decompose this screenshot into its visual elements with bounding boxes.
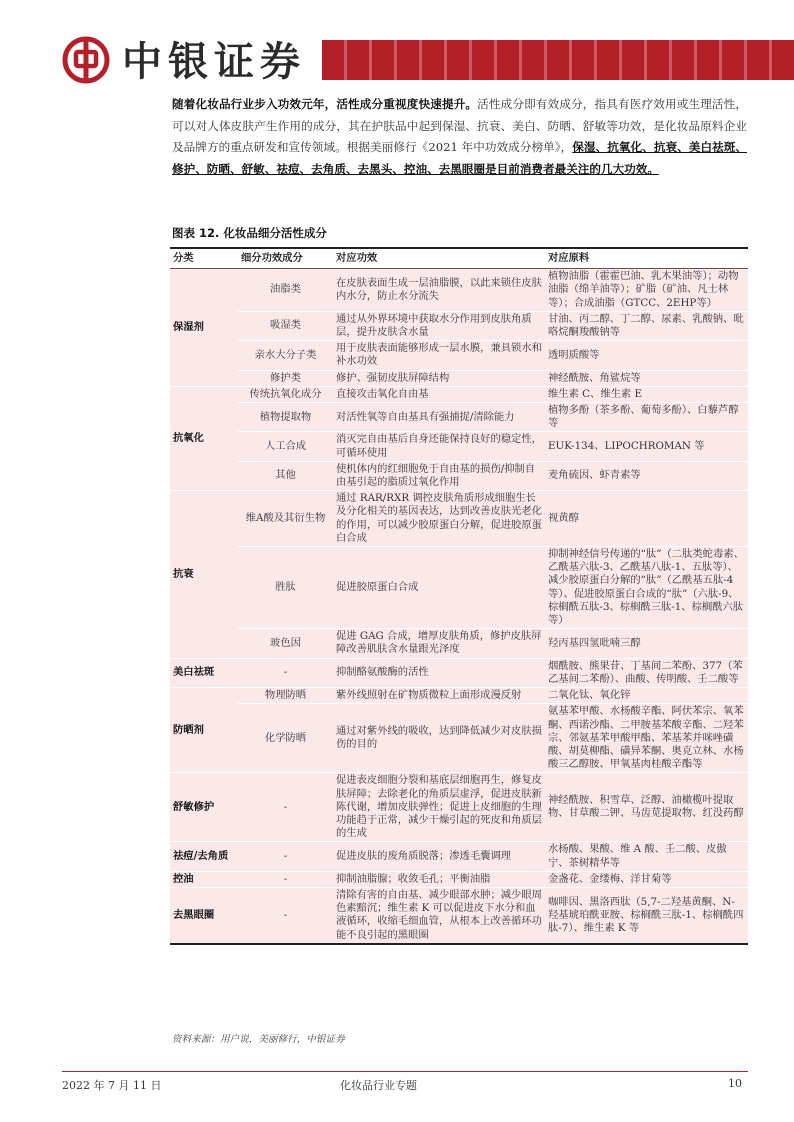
figure-title: 图表 12. 化妆品细分活性成分 [172, 226, 327, 240]
effect-cell: 促进表皮细胞分裂和基底层细胞再生，修复皮肤屏障；去除老化的角质层虚浮，促进皮肤新陈代谢，增加皮肤弹性；促进上皮细胞的生理功能趋于正常，减少干燥引起的死皮和角质层的生成 [333, 773, 545, 842]
sub-cell: - [238, 871, 333, 887]
materials-cell: 烟酰胺、熊果苷、丁基间二苯酚、377（苯乙基间二苯酚）、曲酸、传明酸、壬二酸等 [545, 658, 748, 687]
effect-cell: 紫外线照射在矿物质微粒上面形成漫反射 [333, 688, 545, 704]
sub-cell: 传统抗氧化成分 [238, 386, 333, 402]
materials-cell: 二氧化钛、氧化锌 [545, 688, 748, 704]
sub-cell: 吸湿类 [238, 311, 333, 340]
table-row [170, 658, 748, 687]
materials-cell: 视黄醇 [545, 491, 748, 547]
category-cell: 祛痘/去角质 [170, 842, 238, 871]
sub-cell: 人工合成 [238, 432, 333, 461]
materials-cell: 透明质酸等 [545, 341, 748, 370]
page-header [0, 0, 794, 90]
table-row [170, 773, 748, 842]
table-row [170, 491, 748, 547]
effect-cell: 抑制油脂腺；收敛毛孔；平衡油脂 [333, 871, 545, 887]
materials-cell: 甘油、丙二醇、丁二醇、尿素、乳酸钠、吡咯烷酮羧酸钠等 [545, 311, 748, 340]
source-note: 资料来源：用户说，美丽修行，中银证券 [172, 1034, 345, 1045]
sub-cell: 化学防晒 [238, 704, 333, 773]
effect-cell: 通过从外界环境中获取水分作用到皮肤角质层，提升皮肤含水量 [333, 311, 545, 340]
header-effect: 对应功效 [333, 248, 545, 269]
table-row [170, 386, 748, 402]
category-cell: 防晒剂 [170, 688, 238, 773]
header-band [322, 40, 794, 80]
ingredient-table-wrapper [170, 247, 748, 945]
category-cell: 去黑眼圈 [170, 887, 238, 943]
ingredient-table [170, 247, 748, 945]
effect-cell: 促进皮肤的废角质脱落；渗透毛囊调理 [333, 842, 545, 871]
effect-cell: 清除有害的自由基、减少眼部水肿；减少眼周色素黯沉；维生素 K 可以促进皮下水分和血液循环，收缩毛细血管，从根本上改善循环功能不良引起的黑眼圈 [333, 887, 545, 943]
header-materials: 对应原料 [545, 248, 748, 269]
table-row [170, 629, 748, 658]
table-body [170, 269, 748, 944]
table-row [170, 341, 748, 370]
table-row [170, 704, 748, 773]
table-row [170, 432, 748, 461]
materials-cell: 植物油脂（霍霍巴油、乳木果油等）；动物油脂（绵羊油等）；矿脂（矿油、凡士林等）；合成油脂（GTCC、2EHP等） [545, 269, 748, 312]
category-cell: 保湿剂 [170, 269, 238, 387]
sub-cell: 胜肽 [238, 547, 333, 629]
sub-cell: - [238, 658, 333, 687]
materials-cell: 神经酰胺、角鲨烷等 [545, 370, 748, 386]
effect-cell: 直接攻击氧化自由基 [333, 386, 545, 402]
sub-cell: 玻色因 [238, 629, 333, 658]
table-row [170, 370, 748, 386]
effect-cell: 修护、强韧皮肤屏障结构 [333, 370, 545, 386]
materials-cell: 抑制神经信号传递的“肽”（二肽类蛇毒素、乙酰基六肽-3、乙酰基八肽-1、五肽等）、减少胶原蛋白分解的“肽”（乙酰基五肽-4 等）、促进胶原蛋白合成的“肽”（六肽-9、棕榈酰五肽-3、棕榈酰三肽-1、棕榈酰六肽等） [545, 547, 748, 629]
sub-cell: 物理防晒 [238, 688, 333, 704]
materials-cell: EUK-134、LIPOCHROMAN 等 [545, 432, 748, 461]
materials-cell: 咖啡因、黑洛西肽（5,7-二羟基黄酮、N-羟基琥珀酰亚胺、棕榈酰三肽-1、棕榈酰四肽-7）、维生素 K 等 [545, 887, 748, 943]
materials-cell: 神经酰胺、积雪草、泛醇、油橄榄叶提取物、甘草酸二钾、马齿苋提取物、红没药醇 [545, 773, 748, 842]
effect-cell: 在皮肤表面生成一层油脂膜，以此来锁住皮肤内水分，防止水分流失 [333, 269, 545, 312]
effect-cell: 促进胶原蛋白合成 [333, 547, 545, 629]
sub-cell: 油脂类 [238, 269, 333, 312]
effect-cell: 通过 RAR/RXR 调控皮肤角质形成细胞生长及分化相关的基因表达，达到改善皮肤光老化的作用，可以减少胶原蛋白分解，促进胶原蛋白合成 [333, 491, 545, 547]
footer-report-title: 化妆品行业专题 [340, 1079, 417, 1092]
sub-cell: 修护类 [238, 370, 333, 386]
materials-cell: 维生素 C、维生素 E [545, 386, 748, 402]
brand-name: 中银证券 [122, 39, 306, 85]
sub-cell: - [238, 887, 333, 943]
category-cell: 舒敏修护 [170, 773, 238, 842]
materials-cell: 植物多酚（茶多酚、葡萄多酚）、白藜芦醇等 [545, 403, 748, 432]
effect-cell: 使机体内的红细胞免于自由基的损伤/抑制自由基引起的脂质过氧化作用 [333, 461, 545, 490]
table-row [170, 461, 748, 490]
page-number: 10 [728, 1077, 742, 1090]
sub-cell: 亲水大分子类 [238, 341, 333, 370]
table-row [170, 871, 748, 887]
category-cell: 控油 [170, 871, 238, 887]
materials-cell: 羟丙基四氢吡喃三醇 [545, 629, 748, 658]
footer-divider [62, 1071, 748, 1072]
effect-cell: 对活性氧等自由基具有强捕捉/清除能力 [333, 403, 545, 432]
header-category: 分类 [170, 248, 238, 269]
effect-cell: 通过对紫外线的吸收，达到降低减少对皮肤损伤的目的 [333, 704, 545, 773]
table-row [170, 403, 748, 432]
header-sub-ingredient: 细分功效成分 [238, 248, 333, 269]
sub-cell: 植物提取物 [238, 403, 333, 432]
effect-cell: 抑制酪氨酸酶的活性 [333, 658, 545, 687]
bank-of-china-logo-icon [62, 36, 110, 84]
footer-date: 2022 年 7 月 11 日 [62, 1079, 162, 1092]
sub-cell: - [238, 773, 333, 842]
table-row [170, 887, 748, 943]
materials-cell: 金盏花、金缕梅、洋甘菊等 [545, 871, 748, 887]
table-row [170, 842, 748, 871]
category-cell: 抗衰 [170, 491, 238, 658]
intro-paragraph [172, 94, 747, 180]
intro-body: 活性成分即有效成分，指具有医疗效用或生理活性，可以对人体皮肤产生作用的成分，其在护肤品中起到保湿、抗衰、美白、防晒、舒敏等功效，是化妆品原料企业及品牌方的重点研发和宣传领域。根据美丽修行《2021 年中功效成分榜单》， [172, 97, 747, 154]
table-row [170, 547, 748, 629]
materials-cell: 麦角硫因、虾青素等 [545, 461, 748, 490]
materials-cell: 氨基苯甲酸、水杨酸辛酯、阿伏苯宗、氧苯酮、西诺沙酯、二甲胺基苯酸辛酯、二羟苯宗、邻氨基苯甲酸甲酯、苯基苯并咪唑磺酸、胡莫柳酯、磺异苯酮、奥克立林、水杨酸三乙醇胺、甲氧基肉桂酸辛酯等 [545, 704, 748, 773]
sub-cell: - [238, 842, 333, 871]
effect-cell: 用于皮肤表面能够形成一层水膜，兼具锁水和补水功效 [333, 341, 545, 370]
table-header-row [170, 248, 748, 269]
effect-cell: 消灭完自由基后自身还能保持良好的稳定性，可循环使用 [333, 432, 545, 461]
intro-key-effects: 保湿、抗氧化、抗衰、美白祛斑、修护、防晒、舒敏、祛痘、去角质、去黑头、控油、去黑眼圈是目前消费者最关注的几大功效。 [172, 140, 747, 176]
intro-lead: 随着化妆品行业步入功效元年，活性成分重视度快速提升。 [172, 97, 478, 111]
category-cell: 美白祛斑 [170, 658, 238, 687]
table-row [170, 311, 748, 340]
category-cell: 抗氧化 [170, 386, 238, 490]
table-row [170, 269, 748, 312]
table-row [170, 688, 748, 704]
sub-cell: 其他 [238, 461, 333, 490]
materials-cell: 水杨酸、果酸、维 A 酸、壬二酸、皮傲宁、茶树精华等 [545, 842, 748, 871]
effect-cell: 促进 GAG 合成，增厚皮肤角质，修护皮肤屏障改善肌肤含水量跟光泽度 [333, 629, 545, 658]
sub-cell: 维A酸及其衍生物 [238, 491, 333, 547]
